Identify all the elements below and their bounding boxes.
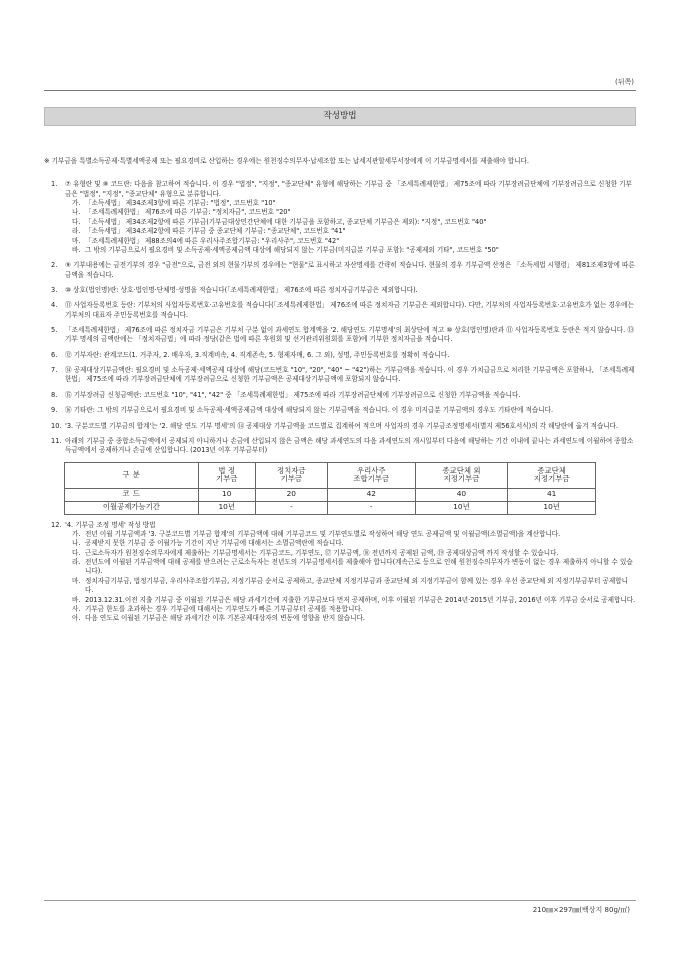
sub-item [65, 614, 636, 623]
sub-item-text: 「소득세법」 제34조제3항에 따른 기부금: "법정", 코드번호 "10" [85, 199, 276, 208]
table-header-cell: 종교단체 지정기부금 [508, 462, 596, 488]
sub-item-text: 공제받지 못한 기부금 중 이월가능 기간이 지난 기부금에 대해서는 소멸금액란에 적습니다. [85, 539, 344, 548]
paper-spec: 210㎜×297㎜(백상지 80g/㎡) [532, 906, 630, 914]
table-cell: 10년 [198, 501, 255, 514]
sub-item [65, 218, 636, 227]
item-number: 10. [51, 421, 62, 430]
sub-item-text: 기부금 한도를 초과하는 경우 기부금에 대해서는 기부연도가 빠른 기부금부터 공제를 적용합니다. [85, 604, 363, 613]
top-divider [44, 90, 636, 91]
sub-item-text: 그 밖의 기부금으로서 필요경비 및 소득공제·세액공제금액 대상에 해당되지 않는 기부금(미지급분 기부금 포함): "공제제외 기타", 코드번호 "50" [85, 245, 499, 254]
item-text: ⑦ 유형란 및 ⑧ 코드란: 다음을 참고하여 적습니다. 이 경우 "법정", "지정", "종교단체" 유형에 해당하는 기부금 중 「조세특례제한법」 제75조에 따라 기부장려금단체에 기부장려금으로 신청한 기부금은 "법정", "지정", "종교단체" 유형으로 분류합니다. [65, 180, 632, 198]
instruction-item [44, 326, 636, 345]
sub-item-marker: 나. [72, 208, 81, 217]
sub-item-text: 다음 연도로 이월된 기부금은 해당 과세기간 이후 기본공제대상자의 변동에 영향을 받지 않습니다. [85, 614, 365, 623]
item-number: 4. [51, 301, 58, 310]
table-row [65, 501, 596, 514]
instruction-item [44, 521, 636, 624]
sub-item-marker: 사. [72, 604, 81, 613]
item-number: 2. [51, 261, 58, 270]
instruction-item [44, 261, 636, 280]
section-title: 작성방법 [323, 111, 357, 122]
instruction-item [44, 286, 636, 295]
sub-item-text: 「소득세법」 제34조제2항에 따른 기부금(기부금대상민간단체에 대한 기부금을 포함하고, 종교단체 기부금은 제외): "지정", 코드번호 "40" [85, 217, 487, 226]
item-text: 아래의 기부금 중 종합소득금액에서 공제되지 아니하거나 손금에 산입되지 않은 금액은 해당 과세연도의 다음 과세연도의 개시일부터 다음에 해당하는 기간 이내에 끝나는 과세연도에 이월하여 종합소득금액에서 공제하거나 손금에 산입합니다. (2013년 이후 기부금부터) [65, 436, 634, 455]
sub-item-text: 정치자금기부금, 법정기부금, 우리사주조합기부금, 지정기부금 순서로 공제하고, 종교단체 지정기부금과 종교단체 외 지정기부금이 함께 있는 경우 우선 종교단체 외 지정기부금부터 공제합니다. [85, 576, 628, 595]
sub-item-marker: 다. [72, 217, 81, 226]
sub-item-text: 「조세특례제한법」 제76조에 따른 기부금: "정치자금", 코드번호 "20" [85, 208, 291, 217]
item-text: ⑩ 상호(법인명)란: 상호·법인명·단체명·성명을 적습니다(「조세특례제한법」 제76조에 따른 정치자금기부금은 제외합니다). [65, 285, 418, 294]
table-header-cell: 우리사주 조합기부금 [327, 462, 415, 488]
sub-item-marker: 다. [72, 548, 81, 557]
item-text: ⑭ 공제대상기부금액란: 필요경비 및 소득공제·세액공제 대상에 해당(코드번호 "10", "20", "40" ~ "42")하는 기부금액을 적습니다. 이 경우 가치급금으로 처리한 기부금액은 포함하나, 「조세특례제한법」 제75조에 따라 기부장려금단체에 기부장려금으로 신청한 기부금액은 공제대상기부금액에 포함되지 않습니다. [65, 366, 635, 384]
sub-item-text: 「조세특례제한법」 제88조의4에 따른 우리사주조합기부금: "우리사주", 코드번호 "42" [85, 236, 340, 245]
section-title-bar [44, 107, 636, 126]
sub-item-list [65, 530, 636, 624]
table-header-cell: 정치자금 기부금 [255, 462, 327, 488]
sub-item-marker: 라. [72, 558, 81, 567]
table-cell: - [327, 501, 415, 514]
table-row-label: 이월공제가능기간 [65, 501, 199, 514]
instruction-item [44, 422, 636, 431]
sub-item [65, 558, 636, 577]
back-side-label: (뒤쪽) [615, 78, 634, 86]
sub-item-marker: 라. [72, 227, 81, 236]
instruction-list [44, 180, 636, 455]
sub-item-text: 「소득세법」 제34조제2항에 따른 기부금 중 종교단체 기부금: "종교단체", 코드번호 "41" [85, 227, 346, 236]
item-number: 1. [51, 180, 58, 189]
sub-item [65, 539, 636, 548]
table-corner-cell: 구 분 [65, 462, 199, 488]
sub-item-marker: 바. [72, 245, 81, 254]
table-cell: 10년 [508, 501, 596, 514]
item-text: ⑪ 사업자등록번호 등란: 기부처의 사업자등록번호·고유번호를 적습니다(「조세특례제한법」 제76조에 따른 정치자금 기부금은 제외합니다). 다만, 기부처의 사업자등록번호·고유번호가 없는 경우에는 기부처의 대표자 주민등록번호를 적습니다. [65, 301, 634, 319]
item-number: 7. [51, 366, 58, 375]
item-number: 11. [51, 436, 62, 445]
sub-item [65, 596, 636, 605]
item-text: 「조세특례제한법」 제76조에 따른 정치자금 기부금은 기부처 구분 없이 과세연도 합계액을 '2. 해당연도 기부명세'의 최상단에 적고 ⑩ 상호(법인명)란과 ⑪ 사업자등록번호 등란은 적지 않습니다. ⑬ 기부 명세의 금액란에는 「정치자금법」에 따라 정당(같은 법에 따른 후원회 및 선거관리위원회를 포함)에 기부한 정치자금을 적습니다. [65, 326, 634, 344]
item-number: 6. [51, 350, 58, 359]
sub-item-marker: 가. [72, 529, 81, 538]
table-header-row [65, 462, 596, 488]
sub-item [65, 246, 636, 255]
carryover-period-table [64, 462, 596, 515]
instruction-item [44, 180, 636, 255]
table-cell: 42 [327, 488, 415, 501]
sub-item [65, 237, 636, 246]
sub-item [65, 530, 636, 539]
item-text: '3. 구분코드별 기부금의 합계'는 '2. 해당 연도 기부 명세'의 ⑭ 공제대상 기부금액을 코드별로 집계하여 적으며 사업자의 경우 기부금조정명세서(별지 제56호서식)의 각 해당란에 옮겨 적습니다. [65, 421, 619, 430]
item-text: '4. 기부금 조정 명세' 작성 방법 [65, 520, 156, 529]
table-cell: 20 [255, 488, 327, 501]
table-cell: 41 [508, 488, 596, 501]
sub-item-text: 근로소득자가 원천징수의무자에게 제출하는 기부금명세서는 기부금코드, 기부연도, ⑰ 기부금액, ⑱ 전년까지 공제된 금액, ⑲ 공제대상금액 까지 작성할 수 있습니다. [85, 548, 559, 557]
table-header-cell: 법 정 기부금 [198, 462, 255, 488]
table-cell: 10 [198, 488, 255, 501]
item-text: ⑮ 기부장려금 신청금액란: 코드번호 "10", "41", "42" 중 「조세특례제한법」 제75조에 따라 기부장려금단체에 기부장려금으로 신청한 기부금액을 적습니다. [65, 390, 521, 399]
intro-note: ※ 기부금을 특별소득공제·특별세액공제 또는 필요경비로 산입하는 경우에는 원천징수의무자·납세조합 또는 납세지관할세무서장에게 이 기부금명세서를 제출해야 합니다. [44, 157, 529, 165]
sub-item [65, 605, 636, 614]
sub-item-text: 전년 이월 기부금액과 '3. 구분코드별 기부금 합계'의 기부금액에 대해 기부금코드 및 기부연도별로 작성하여 해당 연도 공제금액 및 이월금액(소멸금액)을 계산합니다. [85, 529, 561, 538]
item-number: 9. [51, 406, 58, 415]
bottom-divider [44, 900, 636, 901]
instructions-body [44, 157, 636, 630]
item-text: ⑯ 기타란: 그 밖의 기부금으로서 필요경비 및 소득공제·세액공제금액 대상에 해당되지 않는 기부금액을 적습니다. 이 경우 미지급분 기부금액의 경우도 기타란에 적습니다. [65, 406, 554, 415]
sub-item-text: 전년도에 이월된 기부금액에 대해 공제를 받으려는 근로소득자는 전년도의 기부금명세서를 제출해야 합니다(계속근로 등으로 인해 원천징수의무자가 변동이 없는 경우 제출하지 아니할 수 있습니다). [85, 558, 633, 576]
table-cell: 40 [415, 488, 508, 501]
sub-item-marker: 마. [72, 576, 81, 585]
sub-item-text: 2013.12.31.이전 지출 기부금 중 이월된 기부금은 해당 과세기간에 지출한 기부금보다 먼저 공제하며, 이후 이월된 기부금은 2014년·2015년 기부금, 2016년 이후 기부금 순서로 공제합니다. [85, 595, 636, 604]
item-number: 8. [51, 390, 58, 399]
sub-item [65, 208, 636, 217]
table-cell: - [255, 501, 327, 514]
item-number: 12. [51, 520, 62, 529]
sub-item-marker: 나. [72, 539, 81, 548]
item-text: ⑨ 기부내용에는 금전기부의 경우 "금전"으로, 금전 외의 현물기부의 경우에는 "현물"로 표시하고 자산명세를 간략히 적습니다. 현물의 경우 기부금액 산정은 「소득세법 시행령」 제81조제3항에 따른 금액을 적습니다. [65, 261, 635, 279]
sub-item-marker: 가. [72, 199, 81, 208]
instruction-item [44, 391, 636, 400]
instruction-item [44, 301, 636, 320]
sub-item-marker: 아. [72, 614, 81, 623]
table-row [65, 488, 596, 501]
instruction-item [44, 406, 636, 415]
sub-item [65, 227, 636, 236]
instruction-item [44, 437, 636, 456]
instruction-item [44, 366, 636, 385]
sub-item [65, 577, 636, 596]
sub-item [65, 549, 636, 558]
item-number: 3. [51, 285, 58, 294]
item-number: 5. [51, 326, 58, 335]
sub-item-marker: 마. [72, 236, 81, 245]
table-header-cell: 종교단체 외 지정기부금 [415, 462, 508, 488]
sub-item-marker: 바. [72, 595, 81, 604]
item-text: ⑫ 기부자란: 관계코드(1. 거주자, 2. 배우자, 3.직계비속, 4. 직계존속, 5. 형제자매, 6. 그 외), 성명, 주민등록번호를 정확히 적습니다. [65, 350, 450, 359]
instruction-item [44, 351, 636, 360]
table-cell: 10년 [415, 501, 508, 514]
table-row-label: 코 드 [65, 488, 199, 501]
